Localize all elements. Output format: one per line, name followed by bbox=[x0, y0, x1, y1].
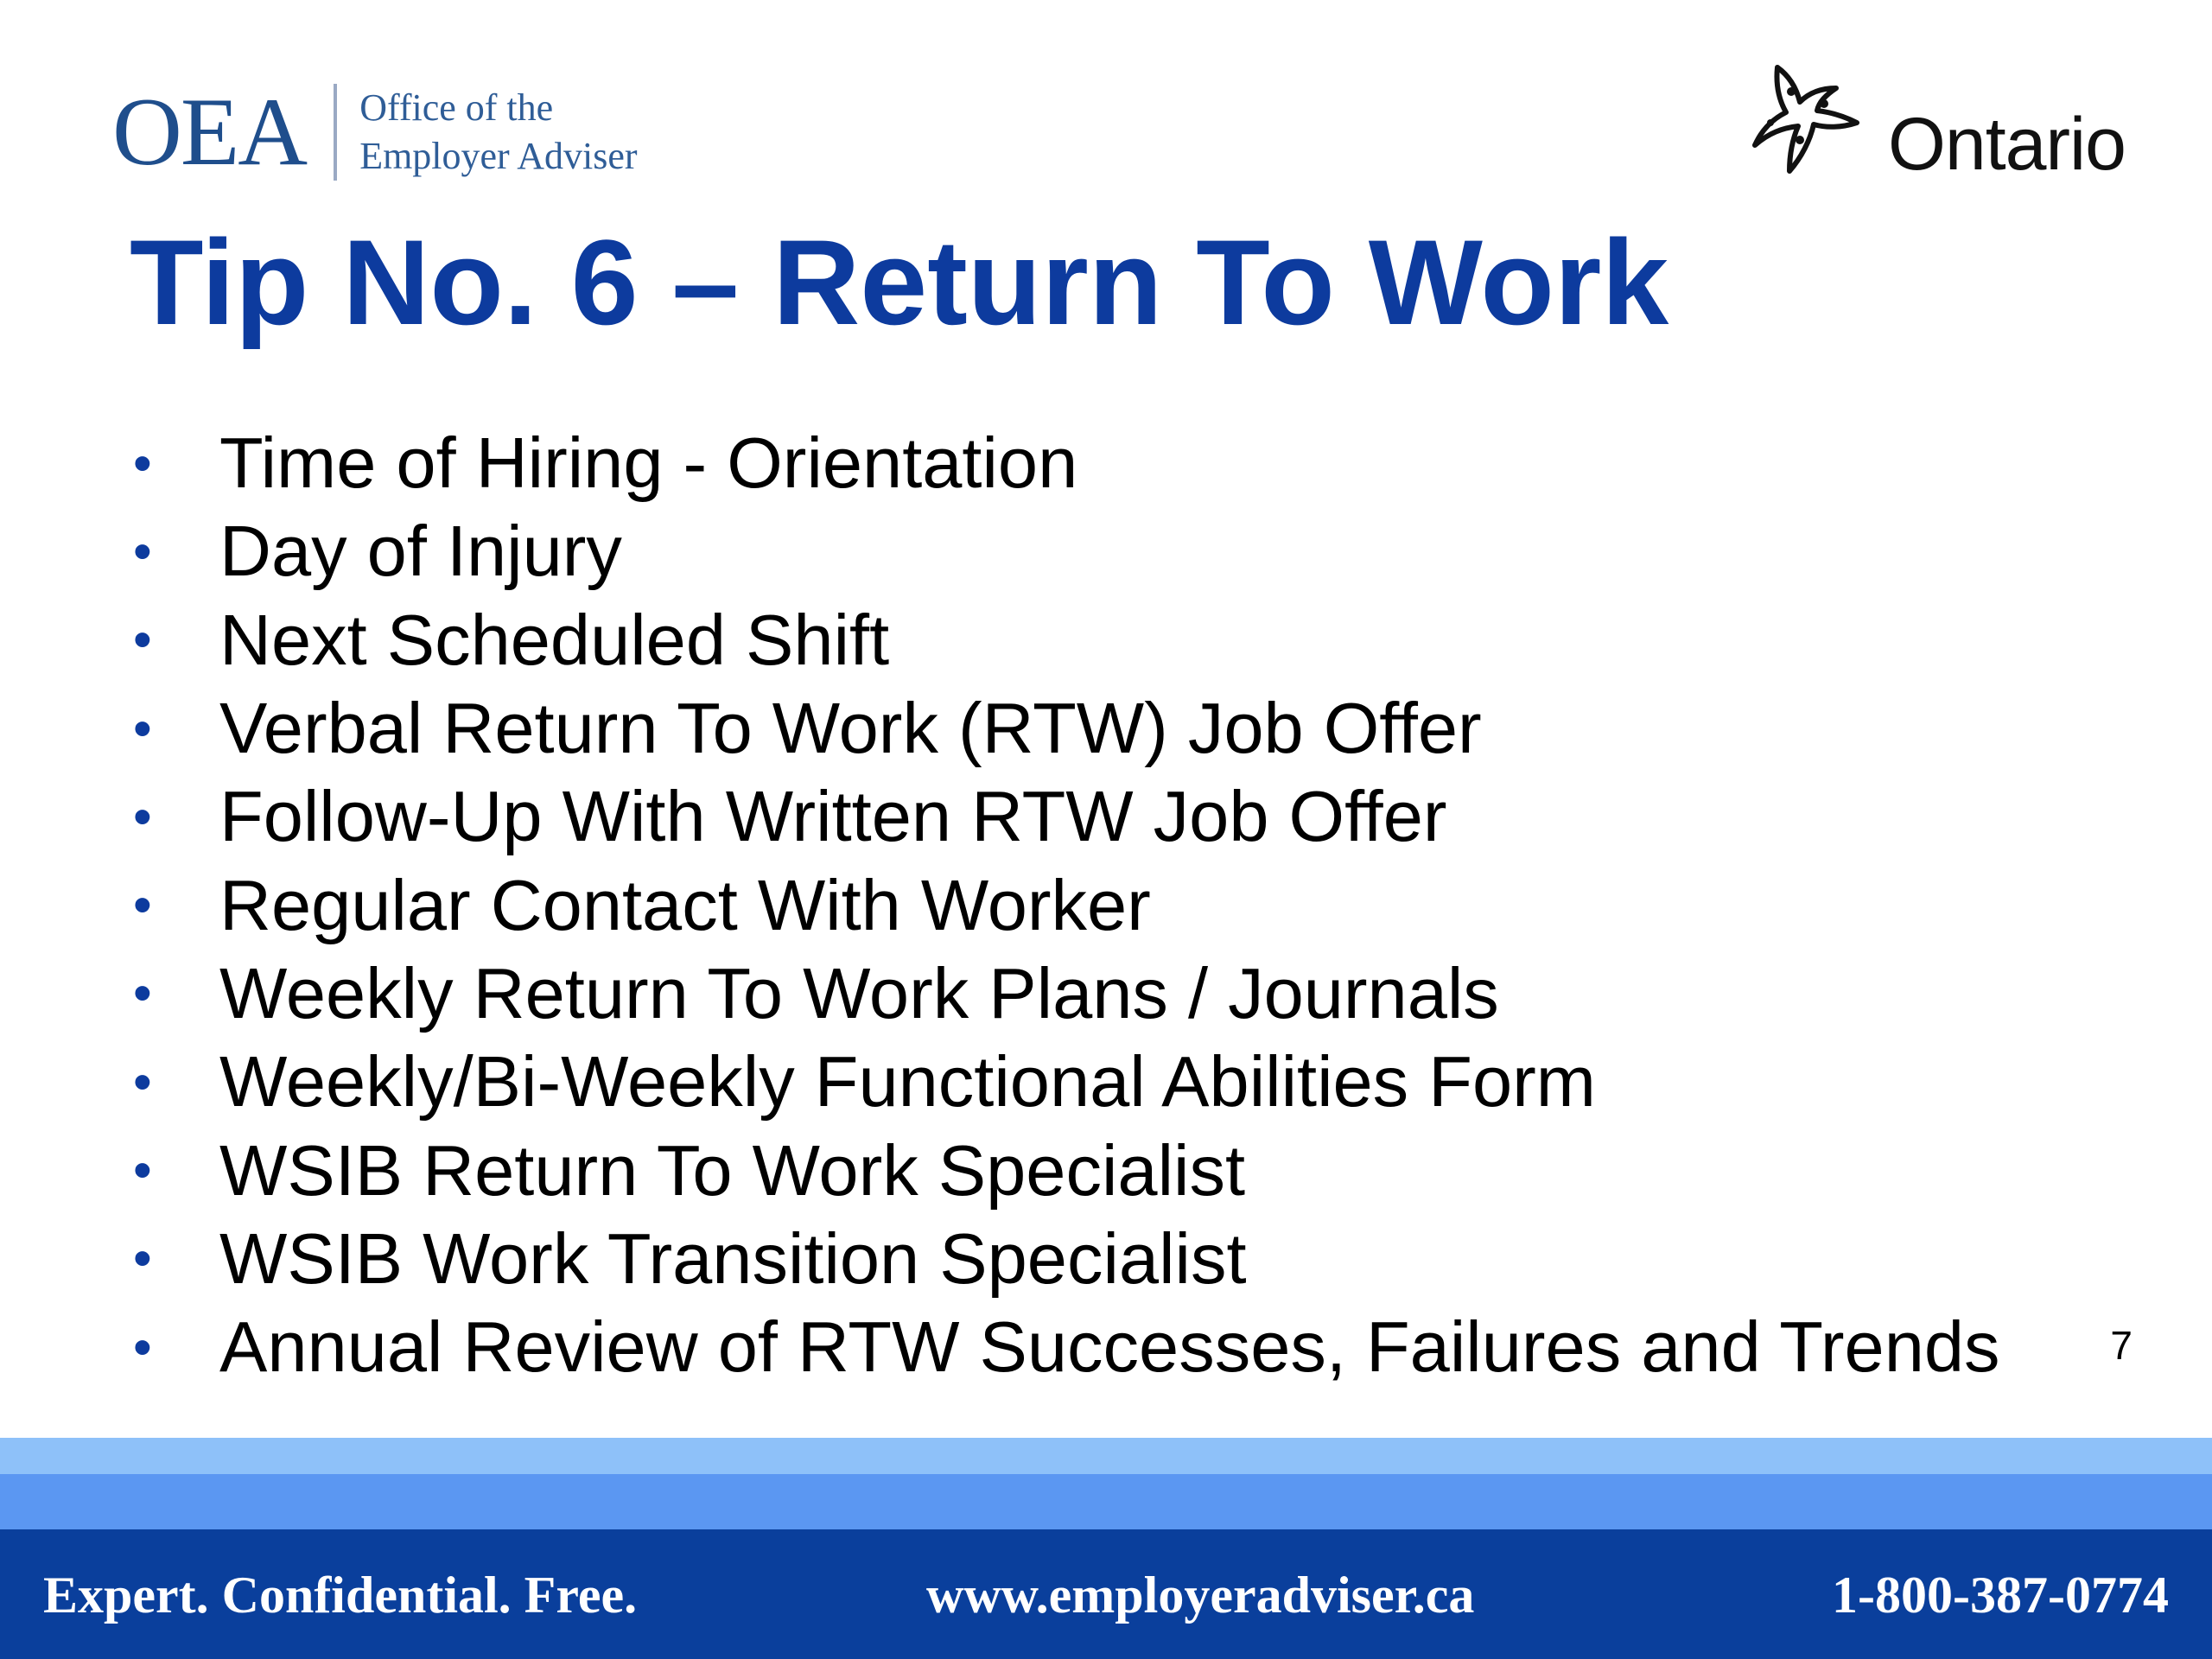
footer-band-light bbox=[0, 1438, 2212, 1474]
bullet-icon: • bbox=[133, 786, 152, 847]
list-item bbox=[130, 419, 2000, 507]
footer-band-mid bbox=[0, 1474, 2212, 1529]
list-item-text: Next Scheduled Shift bbox=[219, 599, 890, 680]
list-item bbox=[130, 1038, 2000, 1126]
list-item-text: WSIB Return To Work Specialist bbox=[219, 1129, 1246, 1211]
oea-logo-abbreviation: OEA bbox=[112, 78, 307, 186]
list-item-text: Weekly/Bi-Weekly Functional Abilities Form bbox=[219, 1041, 1596, 1122]
oea-logo-name-line1: Office of the bbox=[359, 86, 554, 129]
list-item bbox=[130, 507, 2000, 595]
slide-title: Tip No. 6 – Return To Work bbox=[130, 214, 1669, 350]
list-item bbox=[130, 1126, 2000, 1214]
bullet-icon: • bbox=[133, 521, 152, 582]
bullet-icon: • bbox=[133, 963, 152, 1024]
list-item-text: Weekly Return To Work Plans / Journals bbox=[219, 952, 1499, 1033]
list-item-text: Annual Review of RTW Successes, Failures and Trends bbox=[219, 1306, 2000, 1388]
bullet-icon: • bbox=[133, 1141, 152, 1201]
list-item-text: Day of Injury bbox=[219, 511, 622, 592]
list-item-text: Time of Hiring - Orientation bbox=[219, 423, 1078, 504]
list-item bbox=[130, 1215, 2000, 1303]
list-item bbox=[130, 950, 2000, 1038]
oea-logo-name-line2: Employer Adviser bbox=[359, 134, 638, 177]
footer-url-link[interactable]: www.employeradviser.ca bbox=[926, 1567, 1475, 1624]
trillium-icon bbox=[1746, 50, 1885, 188]
bullet-icon: • bbox=[133, 698, 152, 759]
oea-logo-name bbox=[359, 84, 637, 181]
footer-tagline: Expert. Confidential. Free. bbox=[43, 1567, 638, 1624]
bullet-icon: • bbox=[133, 610, 152, 671]
bullet-icon: • bbox=[133, 1052, 152, 1112]
bullet-icon: • bbox=[133, 1229, 152, 1289]
list-item-text: Verbal Return To Work (RTW) Job Offer bbox=[219, 688, 1482, 769]
page-number: 7 bbox=[2110, 1323, 2133, 1368]
ontario-logo bbox=[1746, 41, 2126, 188]
list-item bbox=[130, 684, 2000, 772]
list-item bbox=[130, 596, 2000, 684]
footer-phone: 1-800-387-0774 bbox=[1832, 1567, 2169, 1624]
list-item-text: Follow-Up With Written RTW Job Offer bbox=[219, 776, 1447, 857]
list-item-text: WSIB Work Transition Specialist bbox=[219, 1217, 1247, 1299]
bullet-icon: • bbox=[133, 433, 152, 493]
bullet-list bbox=[130, 419, 2000, 1391]
bullet-icon: • bbox=[133, 1317, 152, 1377]
list-item-text: Regular Contact With Worker bbox=[219, 864, 1151, 945]
oea-logo-divider bbox=[334, 84, 337, 181]
oea-logo bbox=[112, 78, 638, 186]
list-item bbox=[130, 772, 2000, 861]
list-item bbox=[130, 861, 2000, 949]
bullet-icon: • bbox=[133, 875, 152, 936]
ontario-wordmark: Ontario bbox=[1887, 103, 2126, 186]
list-item bbox=[130, 1303, 2000, 1391]
